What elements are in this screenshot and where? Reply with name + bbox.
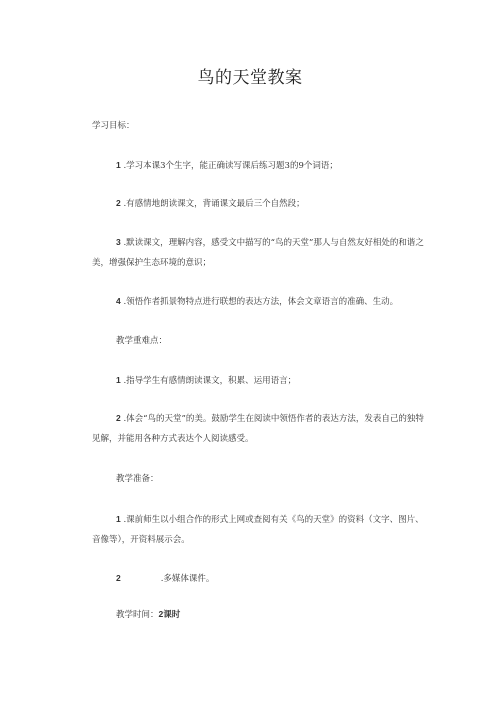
item-number: 1	[116, 375, 121, 385]
teaching-time-value: 2课时	[158, 609, 181, 619]
item-number: 1	[116, 514, 121, 524]
key-points-heading: 教学重难点：	[116, 336, 168, 346]
item-number: 4	[116, 296, 121, 306]
item-number: 2	[116, 573, 121, 583]
objective-item-4	[92, 291, 420, 312]
item-number: 2	[116, 413, 121, 423]
preparation-item-1	[92, 509, 428, 550]
item-number: 3	[116, 237, 121, 247]
item-text: .多媒体课件。	[160, 574, 215, 584]
objectives-heading: 学习目标：	[92, 121, 135, 131]
item-number: 2	[116, 198, 121, 208]
objective-item-3	[92, 232, 428, 273]
objective-item-2	[92, 193, 420, 214]
teaching-time	[116, 608, 180, 621]
item-text: .领悟作者抓景物特点进行联想的表达方法，体会文章语言的准确、生动。	[123, 297, 399, 307]
document-title: 鸟的天堂教案	[197, 68, 303, 88]
item-text: .默读课文，理解内容，感受文中描写的“鸟的天堂”那人与自然友好相处的和谐之美，增强保护生态环境的意识；	[92, 238, 424, 268]
item-text: .有感情地朗读课文，背诵课文最后三个自然段；	[123, 199, 305, 209]
item-text: .体会“鸟的天堂”的美。鼓励学生在阅读中领悟作者的表达方法，发表自己的独特见解，并能用各种方式表达个人阅读感受。	[92, 414, 424, 444]
key-point-item-1	[92, 370, 420, 391]
preparation-heading: 教学准备：	[116, 474, 159, 484]
teaching-time-label: 教学时间：	[116, 610, 159, 620]
key-point-item-2	[92, 408, 428, 449]
item-text: .课前师生以小组合作的形式上网或查阅有关《鸟的天堂》的资料（文字、图片、音像等），开资料展示会。	[92, 515, 424, 545]
preparation-item-2	[92, 568, 420, 589]
item-text: .学习本课3个生字，能正确读写课后练习题3的9个词语；	[123, 161, 338, 171]
item-number: 1	[116, 160, 121, 170]
objective-item-1	[92, 155, 420, 176]
item-text: .指导学生有感情朗读课文，积累、运用语言；	[123, 376, 297, 386]
